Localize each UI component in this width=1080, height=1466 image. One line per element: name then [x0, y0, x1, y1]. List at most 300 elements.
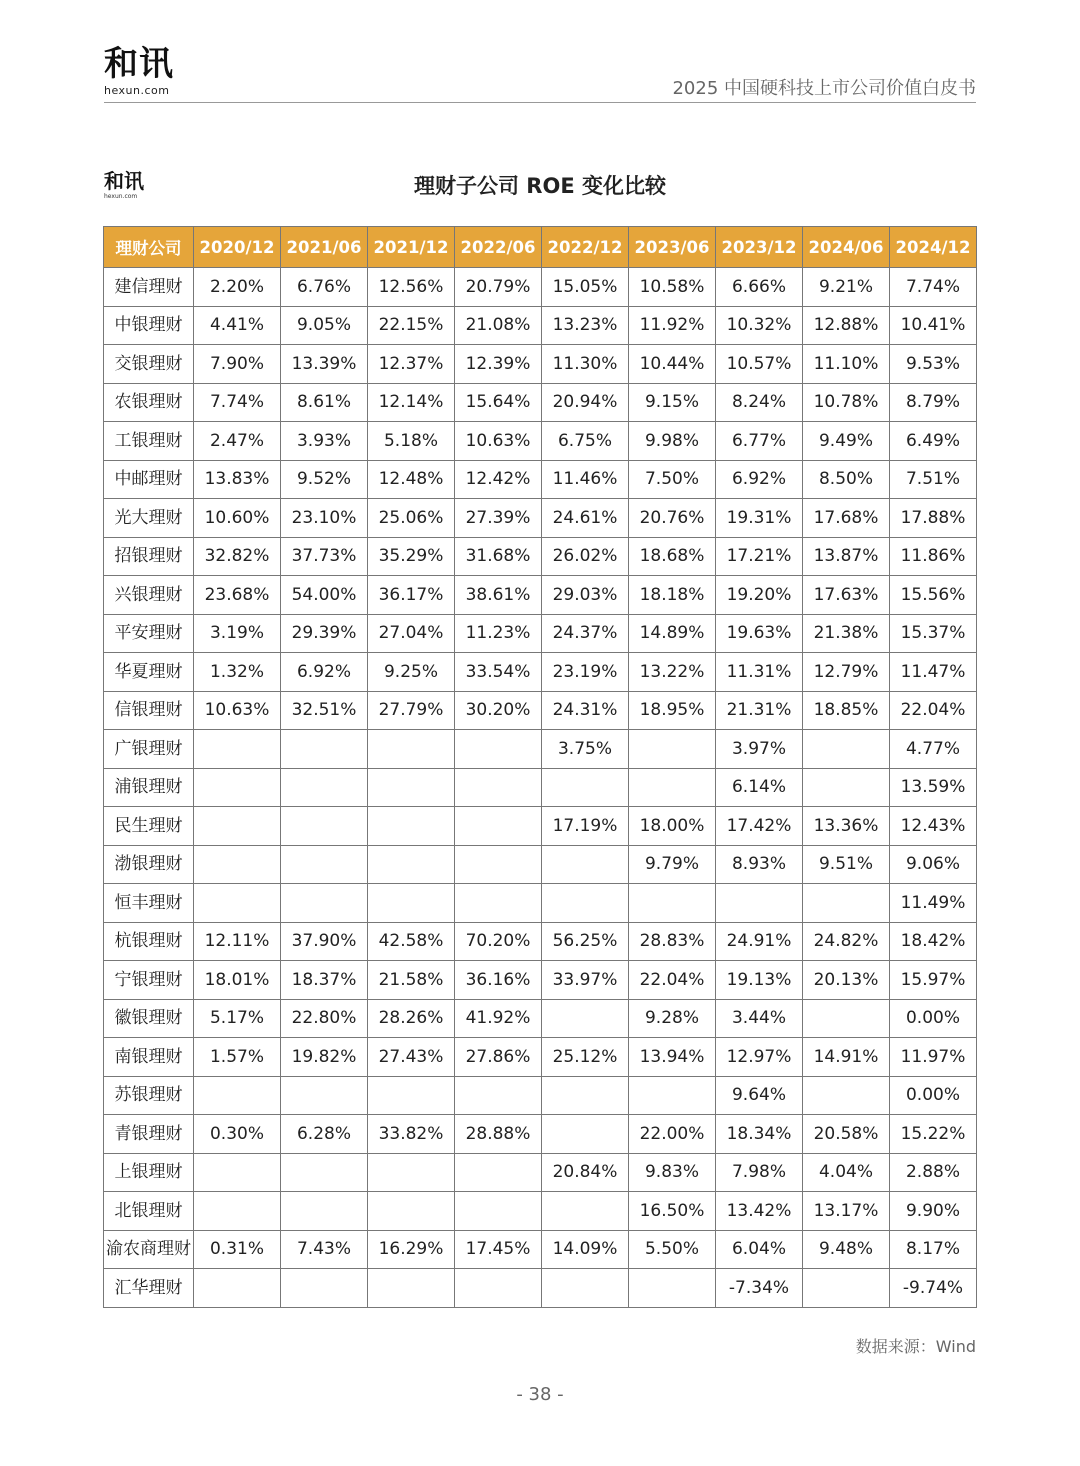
company-name-cell: 南银理财: [104, 1038, 194, 1077]
logo-domain: hexun.com: [104, 84, 170, 97]
roe-value-cell: [368, 1076, 455, 1115]
roe-value-cell: 10.63%: [194, 691, 281, 730]
table-row: [104, 383, 977, 422]
roe-value-cell: 9.90%: [890, 1192, 977, 1231]
roe-value-cell: [803, 730, 890, 769]
roe-value-cell: [629, 884, 716, 923]
roe-value-cell: 5.17%: [194, 999, 281, 1038]
table-title: 理财子公司 ROE 变化比较: [414, 174, 666, 198]
roe-value-cell: 14.91%: [803, 1038, 890, 1077]
roe-value-cell: 21.38%: [803, 614, 890, 653]
roe-value-cell: 17.68%: [803, 499, 890, 538]
company-name-cell: 青银理财: [104, 1115, 194, 1154]
roe-value-cell: 27.04%: [368, 614, 455, 653]
roe-value-cell: [368, 807, 455, 846]
roe-value-cell: 22.80%: [281, 999, 368, 1038]
roe-value-cell: 19.63%: [716, 614, 803, 653]
roe-value-cell: [455, 1192, 542, 1231]
roe-value-cell: 4.77%: [890, 730, 977, 769]
table-row: [104, 768, 977, 807]
table-row: [104, 614, 977, 653]
roe-value-cell: 6.75%: [542, 422, 629, 461]
roe-value-cell: 9.98%: [629, 422, 716, 461]
roe-value-cell: 8.17%: [890, 1230, 977, 1269]
column-header-period: 2023/12: [716, 227, 803, 268]
roe-value-cell: 12.42%: [455, 460, 542, 499]
roe-value-cell: 6.92%: [281, 653, 368, 692]
roe-value-cell: 25.12%: [542, 1038, 629, 1077]
roe-value-cell: 8.61%: [281, 383, 368, 422]
roe-value-cell: 3.93%: [281, 422, 368, 461]
roe-value-cell: 24.61%: [542, 499, 629, 538]
roe-value-cell: 2.88%: [890, 1153, 977, 1192]
roe-value-cell: 9.48%: [803, 1230, 890, 1269]
roe-value-cell: 37.90%: [281, 922, 368, 961]
roe-value-cell: 16.29%: [368, 1230, 455, 1269]
roe-value-cell: 5.18%: [368, 422, 455, 461]
column-header-period: 2021/12: [368, 227, 455, 268]
roe-value-cell: [194, 884, 281, 923]
roe-value-cell: [368, 730, 455, 769]
roe-value-cell: 3.44%: [716, 999, 803, 1038]
roe-value-cell: 4.41%: [194, 306, 281, 345]
company-name-cell: 杭银理财: [104, 922, 194, 961]
roe-value-cell: 10.44%: [629, 345, 716, 384]
roe-value-cell: 12.48%: [368, 460, 455, 499]
column-header-period: 2020/12: [194, 227, 281, 268]
roe-value-cell: 8.93%: [716, 845, 803, 884]
table-row: [104, 306, 977, 345]
roe-value-cell: 23.19%: [542, 653, 629, 692]
roe-value-cell: [803, 1269, 890, 1308]
roe-value-cell: 10.60%: [194, 499, 281, 538]
roe-value-cell: 11.30%: [542, 345, 629, 384]
roe-value-cell: [629, 1269, 716, 1308]
roe-value-cell: 7.90%: [194, 345, 281, 384]
roe-value-cell: 0.00%: [890, 1076, 977, 1115]
roe-value-cell: 23.68%: [194, 576, 281, 615]
roe-value-cell: 18.85%: [803, 691, 890, 730]
roe-value-cell: [194, 807, 281, 846]
company-name-cell: 招银理财: [104, 537, 194, 576]
roe-value-cell: 17.88%: [890, 499, 977, 538]
roe-value-cell: 12.43%: [890, 807, 977, 846]
roe-value-cell: [455, 884, 542, 923]
roe-value-cell: 17.21%: [716, 537, 803, 576]
table-row: [104, 845, 977, 884]
company-name-cell: 华夏理财: [104, 653, 194, 692]
roe-value-cell: [455, 730, 542, 769]
page-number: - 38 -: [516, 1384, 564, 1405]
roe-value-cell: 28.88%: [455, 1115, 542, 1154]
roe-value-cell: 21.08%: [455, 306, 542, 345]
company-name-cell: 工银理财: [104, 422, 194, 461]
roe-value-cell: 10.57%: [716, 345, 803, 384]
roe-value-cell: 13.83%: [194, 460, 281, 499]
roe-value-cell: 20.79%: [455, 268, 542, 307]
roe-value-cell: 17.19%: [542, 807, 629, 846]
roe-value-cell: 12.88%: [803, 306, 890, 345]
roe-value-cell: 20.13%: [803, 961, 890, 1000]
table-row: [104, 422, 977, 461]
roe-value-cell: 9.64%: [716, 1076, 803, 1115]
roe-value-cell: [542, 1269, 629, 1308]
roe-value-cell: 3.97%: [716, 730, 803, 769]
roe-value-cell: [542, 999, 629, 1038]
roe-value-cell: 1.32%: [194, 653, 281, 692]
roe-value-cell: 32.51%: [281, 691, 368, 730]
table-row: [104, 499, 977, 538]
roe-value-cell: 3.19%: [194, 614, 281, 653]
roe-value-cell: 36.16%: [455, 961, 542, 1000]
roe-value-cell: 70.20%: [455, 922, 542, 961]
roe-value-cell: [542, 884, 629, 923]
roe-value-cell: 12.56%: [368, 268, 455, 307]
roe-value-cell: 6.66%: [716, 268, 803, 307]
roe-value-cell: 17.42%: [716, 807, 803, 846]
roe-value-cell: 12.39%: [455, 345, 542, 384]
roe-value-cell: 9.79%: [629, 845, 716, 884]
roe-value-cell: [281, 845, 368, 884]
roe-value-cell: [803, 999, 890, 1038]
roe-value-cell: 7.50%: [629, 460, 716, 499]
column-header-period: 2021/06: [281, 227, 368, 268]
table-row: [104, 1192, 977, 1231]
roe-value-cell: 11.31%: [716, 653, 803, 692]
company-name-cell: 信银理财: [104, 691, 194, 730]
roe-value-cell: 2.47%: [194, 422, 281, 461]
roe-value-cell: 27.86%: [455, 1038, 542, 1077]
roe-value-cell: 13.39%: [281, 345, 368, 384]
roe-value-cell: 9.51%: [803, 845, 890, 884]
roe-value-cell: 26.02%: [542, 537, 629, 576]
roe-value-cell: 15.22%: [890, 1115, 977, 1154]
roe-value-cell: 10.78%: [803, 383, 890, 422]
roe-value-cell: [281, 884, 368, 923]
roe-value-cell: 22.04%: [890, 691, 977, 730]
roe-value-cell: 2.20%: [194, 268, 281, 307]
company-name-cell: 渤银理财: [104, 845, 194, 884]
roe-value-cell: 22.15%: [368, 306, 455, 345]
roe-value-cell: 9.15%: [629, 383, 716, 422]
roe-value-cell: 24.91%: [716, 922, 803, 961]
column-header-period: 2022/06: [455, 227, 542, 268]
roe-value-cell: 11.46%: [542, 460, 629, 499]
roe-value-cell: 6.04%: [716, 1230, 803, 1269]
table-row: [104, 460, 977, 499]
company-name-cell: 浦银理财: [104, 768, 194, 807]
roe-value-cell: 33.97%: [542, 961, 629, 1000]
roe-value-cell: [194, 1153, 281, 1192]
table-row: [104, 884, 977, 923]
roe-value-cell: 14.89%: [629, 614, 716, 653]
roe-value-cell: 18.01%: [194, 961, 281, 1000]
roe-value-cell: 27.43%: [368, 1038, 455, 1077]
logo-text: 和讯: [104, 44, 174, 84]
roe-value-cell: 38.61%: [455, 576, 542, 615]
roe-value-cell: [194, 730, 281, 769]
roe-value-cell: 15.37%: [890, 614, 977, 653]
company-name-cell: 交银理财: [104, 345, 194, 384]
roe-value-cell: [368, 768, 455, 807]
roe-value-cell: 11.86%: [890, 537, 977, 576]
roe-value-cell: 19.20%: [716, 576, 803, 615]
table-row: [104, 268, 977, 307]
roe-value-cell: 6.76%: [281, 268, 368, 307]
roe-value-cell: 15.64%: [455, 383, 542, 422]
roe-value-cell: [542, 845, 629, 884]
logo-small-domain: hexun.com: [104, 193, 138, 200]
roe-value-cell: 0.00%: [890, 999, 977, 1038]
table-row: [104, 576, 977, 615]
roe-value-cell: 11.97%: [890, 1038, 977, 1077]
roe-value-cell: 17.45%: [455, 1230, 542, 1269]
hexun-logo: [104, 46, 174, 97]
roe-value-cell: 15.05%: [542, 268, 629, 307]
roe-value-cell: 25.06%: [368, 499, 455, 538]
roe-value-cell: 7.74%: [890, 268, 977, 307]
company-name-cell: 民生理财: [104, 807, 194, 846]
company-name-cell: 上银理财: [104, 1153, 194, 1192]
roe-value-cell: 27.39%: [455, 499, 542, 538]
roe-value-cell: -9.74%: [890, 1269, 977, 1308]
roe-value-cell: 7.74%: [194, 383, 281, 422]
table-row: [104, 1076, 977, 1115]
roe-value-cell: 31.68%: [455, 537, 542, 576]
roe-value-cell: 36.17%: [368, 576, 455, 615]
roe-value-cell: 18.00%: [629, 807, 716, 846]
roe-value-cell: 10.41%: [890, 306, 977, 345]
roe-value-cell: [455, 768, 542, 807]
table-row: [104, 807, 977, 846]
company-name-cell: 农银理财: [104, 383, 194, 422]
roe-value-cell: 24.37%: [542, 614, 629, 653]
roe-value-cell: 17.63%: [803, 576, 890, 615]
company-name-cell: 汇华理财: [104, 1269, 194, 1308]
roe-value-cell: 21.31%: [716, 691, 803, 730]
roe-value-cell: 6.49%: [890, 422, 977, 461]
table-row: [104, 1153, 977, 1192]
roe-value-cell: 13.23%: [542, 306, 629, 345]
roe-value-cell: [455, 1076, 542, 1115]
roe-value-cell: [281, 807, 368, 846]
roe-value-cell: 11.23%: [455, 614, 542, 653]
roe-value-cell: 37.73%: [281, 537, 368, 576]
table-row: [104, 1230, 977, 1269]
roe-value-cell: [455, 1153, 542, 1192]
company-name-cell: 中邮理财: [104, 460, 194, 499]
table-row: [104, 730, 977, 769]
company-name-cell: 宁银理财: [104, 961, 194, 1000]
roe-table: [103, 226, 977, 1308]
roe-value-cell: 9.52%: [281, 460, 368, 499]
roe-value-cell: [542, 1076, 629, 1115]
roe-value-cell: 18.37%: [281, 961, 368, 1000]
roe-value-cell: 7.98%: [716, 1153, 803, 1192]
roe-value-cell: 13.42%: [716, 1192, 803, 1231]
roe-value-cell: [803, 884, 890, 923]
roe-value-cell: 21.58%: [368, 961, 455, 1000]
roe-value-cell: 10.63%: [455, 422, 542, 461]
roe-value-cell: [368, 884, 455, 923]
roe-value-cell: 12.97%: [716, 1038, 803, 1077]
roe-value-cell: 28.83%: [629, 922, 716, 961]
roe-value-cell: 1.57%: [194, 1038, 281, 1077]
roe-value-cell: [194, 768, 281, 807]
roe-value-cell: 12.11%: [194, 922, 281, 961]
company-name-cell: 建信理财: [104, 268, 194, 307]
table-row: [104, 922, 977, 961]
roe-value-cell: 11.10%: [803, 345, 890, 384]
roe-value-cell: 9.49%: [803, 422, 890, 461]
roe-value-cell: 29.03%: [542, 576, 629, 615]
roe-value-cell: [803, 1076, 890, 1115]
roe-value-cell: [194, 1076, 281, 1115]
company-name-cell: 广银理财: [104, 730, 194, 769]
roe-value-cell: [194, 1192, 281, 1231]
roe-value-cell: 24.82%: [803, 922, 890, 961]
roe-value-cell: 56.25%: [542, 922, 629, 961]
roe-value-cell: 19.31%: [716, 499, 803, 538]
roe-value-cell: 9.53%: [890, 345, 977, 384]
column-header-period: 2024/12: [890, 227, 977, 268]
roe-value-cell: 23.10%: [281, 499, 368, 538]
roe-value-cell: 8.24%: [716, 383, 803, 422]
roe-value-cell: 33.54%: [455, 653, 542, 692]
roe-value-cell: 0.31%: [194, 1230, 281, 1269]
roe-value-cell: 6.14%: [716, 768, 803, 807]
roe-value-cell: [455, 1269, 542, 1308]
roe-value-cell: 16.50%: [629, 1192, 716, 1231]
roe-value-cell: 9.83%: [629, 1153, 716, 1192]
roe-value-cell: 9.06%: [890, 845, 977, 884]
column-header-period: 2024/06: [803, 227, 890, 268]
roe-value-cell: 18.34%: [716, 1115, 803, 1154]
roe-value-cell: 3.75%: [542, 730, 629, 769]
company-name-cell: 平安理财: [104, 614, 194, 653]
roe-value-cell: 19.82%: [281, 1038, 368, 1077]
roe-value-cell: [542, 1115, 629, 1154]
company-name-cell: 渝农商理财: [104, 1230, 194, 1269]
company-name-cell: 徽银理财: [104, 999, 194, 1038]
roe-value-cell: 13.87%: [803, 537, 890, 576]
roe-value-cell: 13.22%: [629, 653, 716, 692]
roe-value-cell: 6.92%: [716, 460, 803, 499]
roe-value-cell: 11.47%: [890, 653, 977, 692]
table-header-row: [104, 227, 977, 268]
company-name-cell: 中银理财: [104, 306, 194, 345]
roe-value-cell: 13.36%: [803, 807, 890, 846]
roe-value-cell: 13.94%: [629, 1038, 716, 1077]
table-row: [104, 537, 977, 576]
roe-value-cell: 54.00%: [281, 576, 368, 615]
roe-value-cell: 18.95%: [629, 691, 716, 730]
roe-value-cell: 10.32%: [716, 306, 803, 345]
roe-value-cell: [455, 845, 542, 884]
roe-value-cell: 9.28%: [629, 999, 716, 1038]
roe-value-cell: [368, 1192, 455, 1231]
roe-value-cell: [281, 1153, 368, 1192]
roe-value-cell: 0.30%: [194, 1115, 281, 1154]
roe-value-cell: 7.43%: [281, 1230, 368, 1269]
roe-value-cell: [542, 1192, 629, 1231]
roe-value-cell: [281, 730, 368, 769]
table-row: [104, 1038, 977, 1077]
roe-value-cell: 20.58%: [803, 1115, 890, 1154]
roe-value-cell: 42.58%: [368, 922, 455, 961]
roe-value-cell: 33.82%: [368, 1115, 455, 1154]
roe-value-cell: 6.77%: [716, 422, 803, 461]
roe-value-cell: [716, 884, 803, 923]
logo-small-text: 和讯: [104, 169, 144, 193]
company-name-cell: 恒丰理财: [104, 884, 194, 923]
roe-value-cell: -7.34%: [716, 1269, 803, 1308]
data-source: 数据来源：Wind: [855, 1337, 976, 1356]
table-row: [104, 961, 977, 1000]
roe-value-cell: 18.18%: [629, 576, 716, 615]
roe-value-cell: 4.04%: [803, 1153, 890, 1192]
column-header-period: 2022/12: [542, 227, 629, 268]
company-name-cell: 苏银理财: [104, 1076, 194, 1115]
roe-value-cell: 32.82%: [194, 537, 281, 576]
roe-value-cell: 8.50%: [803, 460, 890, 499]
roe-value-cell: [803, 768, 890, 807]
roe-value-cell: 7.51%: [890, 460, 977, 499]
company-name-cell: 光大理财: [104, 499, 194, 538]
roe-value-cell: 20.84%: [542, 1153, 629, 1192]
roe-value-cell: 13.59%: [890, 768, 977, 807]
roe-value-cell: 20.94%: [542, 383, 629, 422]
roe-value-cell: [281, 768, 368, 807]
roe-value-cell: [629, 730, 716, 769]
roe-value-cell: 6.28%: [281, 1115, 368, 1154]
roe-value-cell: 18.42%: [890, 922, 977, 961]
table-body: [104, 268, 977, 1308]
roe-value-cell: [281, 1192, 368, 1231]
table-row: [104, 345, 977, 384]
roe-value-cell: 22.04%: [629, 961, 716, 1000]
table-row: [104, 653, 977, 692]
column-header-period: 2023/06: [629, 227, 716, 268]
table-row: [104, 1269, 977, 1308]
column-header-company: 理财公司: [104, 227, 194, 268]
roe-value-cell: 24.31%: [542, 691, 629, 730]
roe-value-cell: 29.39%: [281, 614, 368, 653]
roe-value-cell: 8.79%: [890, 383, 977, 422]
roe-value-cell: 41.92%: [455, 999, 542, 1038]
roe-value-cell: 11.49%: [890, 884, 977, 923]
roe-value-cell: 5.50%: [629, 1230, 716, 1269]
roe-value-cell: 14.09%: [542, 1230, 629, 1269]
roe-value-cell: [194, 845, 281, 884]
roe-value-cell: [281, 1076, 368, 1115]
roe-value-cell: 27.79%: [368, 691, 455, 730]
roe-value-cell: 12.37%: [368, 345, 455, 384]
roe-value-cell: 22.00%: [629, 1115, 716, 1154]
roe-value-cell: 35.29%: [368, 537, 455, 576]
roe-value-cell: 13.17%: [803, 1192, 890, 1231]
company-name-cell: 北银理财: [104, 1192, 194, 1231]
company-name-cell: 兴银理财: [104, 576, 194, 615]
roe-value-cell: [455, 807, 542, 846]
roe-value-cell: [629, 1076, 716, 1115]
roe-value-cell: [194, 1269, 281, 1308]
header-divider: [104, 102, 976, 103]
roe-value-cell: 15.97%: [890, 961, 977, 1000]
roe-value-cell: [368, 845, 455, 884]
roe-value-cell: 12.14%: [368, 383, 455, 422]
document-title: 2025 中国硬科技上市公司价值白皮书: [672, 78, 976, 99]
